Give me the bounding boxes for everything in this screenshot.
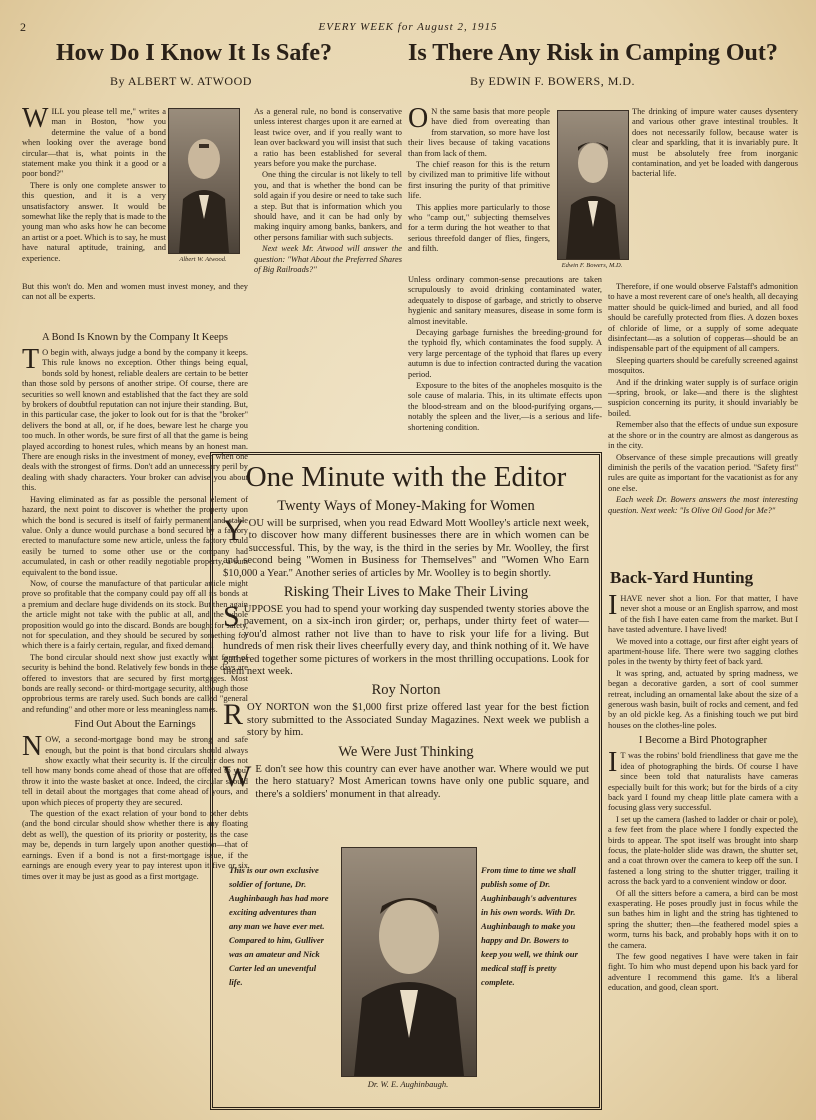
atwood-p3: But this won't do. Men and women must invest money, and they can not all be experts.: [22, 282, 248, 302]
atwood-caption: Albert W. Atwood.: [179, 256, 227, 263]
drop-cap: I: [608, 594, 618, 621]
atwood-byline: By ALBERT W. ATWOOD: [110, 74, 252, 88]
bowers-p11: Remember also that the effects of undue sun exposure at the shore or in the country are almost as dangerous as in the city.: [608, 420, 798, 451]
bowers-intro: [408, 107, 550, 275]
backyard-s-p3: Of all the sitters before a camera, a bird can be most exasperating. He poses proudly just in focus while the sun bathes him in light and the string has tightened to spring the shutter; then—the feathered model spies a worm, turns his back, and probably hops with it on to the camera.: [608, 888, 798, 950]
drop-cap: S: [223, 600, 240, 634]
atwood-s1-p4: The bond circular should next show just exactly what form of security is behind the bond. Relatively few bonds in these days are offered to investors that are secured by first mortgages. Most bonds are really second- or third-mortgage security, although those opprobrious terms are rarely used. Such bonds are called "general and refunding" and other more or less meaningless names.: [22, 652, 248, 714]
backyard-headline: Back-Yard Hunting: [610, 568, 754, 587]
atwood-p2: There is only one complete answer to this question, and it is a very unsatisfactory answer. It would be somewhat like the reply that is made to the young man who asks how he can become an artist or a poet. Which is to say, he must have natural aptitude, training, and experience.: [22, 180, 166, 263]
editor-heading-4: We Were Just Thinking: [338, 743, 474, 760]
backyard-s-p1: T was the robins' bold friendliness that gave me the idea of photographing the birds. Of course I have since been told that naturalists have cameras especially built for this work; but for the birds of a city back yard I found my cheap little plate camera with a focusing glass very successful.: [608, 751, 798, 813]
bowers-p8: Therefore, if one would observe Falstaff's admonition to have a most reverent care of one's health, all decaying matter should be quick-limed and buried, and all food should be carefully protected from flies. A dozen boxes of chloride of lime, or a supply of some adequate disinfectant—as a solution of copperas—should be an indispensable part of the equipment of all campers.: [608, 282, 798, 354]
editor-left-note: This is our own exclusive soldier of fortune, Dr. Aughinbaugh has had more exciting adventures than any man we have ever met. Compared to him, Gulliver was an amateur and Nick Carter led an uneventful life.: [229, 865, 329, 987]
bowers-p5: Decaying garbage furnishes the breeding-ground for the typhoid fly, which contaminates the food supply. A very large percentage of the typhoid that flares up every autumn is due to infection contracted during the vacation period.: [408, 328, 602, 379]
drop-cap: R: [223, 698, 244, 732]
bowers-p2: The chief reason for this is the return by civilized man to primitive life without first insuring the purity of that primitive life.: [408, 160, 550, 201]
atwood-s1-p1: O begin with, always judge a bond by the company it keeps. This rule knows no exception. Other things being equal, bonds sold by honest, reliable dealers are certain to be better than those sold by persons of another stripe. Of course, there are securities so well known and established that the fact they are sold by brokers of doubtful reputation can not injure their standing. But, in this particular case, the joker to look out for is that the "broker" delivers the bond at all, or, if he does, beware lest he charge you too much. In other words, be sure first of all that the game is being played according to honest rules, which means by an honest man. There are enough risks in the investment of money, even when one deals with the strongest of firms. Don't add an unnecessary peril by dealing with shady characters. Your broker can advise you about this.: [22, 348, 248, 493]
drop-cap: N: [22, 731, 43, 763]
atwood-intro-cont: [22, 282, 248, 330]
editor-heading-2: Risking Their Lives to Make Their Living: [283, 584, 529, 601]
atwood-s1-p3: Now, of course the manufacture of that particular article might prove so profitable that the company could pay off all its bonds at a premium and declare huge dividends on its stock. But then again the article might not take with the public at all, and the whole proposition would go into the discard. Bonds are bought for safety, not for speculation, and they should be secured by something for which there is a fairly certain, regular, and fixed demand.: [22, 578, 248, 651]
masthead: EVERY WEEK for August 2, 1915: [318, 21, 498, 33]
drop-cap: W: [223, 759, 252, 793]
editor-heading-1: Twenty Ways of Money-Making for Women: [277, 498, 535, 514]
bowers-byline: By EDWIN F. BOWERS, M.D.: [470, 74, 636, 88]
atwood-intro-text: ILL you please tell me," writes a man in Boston, "how you determine the value of a bond when looking over the average bond circular—that is, what points in the statement make you think it a good or a poor bond?": [22, 107, 166, 179]
bowers-p12: Observance of these simple precautions will greatly diminish the perils of the vacation period. "Safety first" rules are quite as important for the vacationist as for any one else.: [608, 452, 798, 493]
bowers-p4: Unless ordinary common-sense precautions are taken scrupulously to avoid drinking contaminated water, adequately to dispose of garbage, and strictly to observe hygienic and sanitary measures, disease in some form is almost inevitable.: [408, 275, 602, 326]
bowers-p7: The drinking of impure water causes dysentery and various other grave intestinal troubles. It does not necessarily follow, because water is clear and sparkling, that it is invariably pure. It must be absolutely free from inorganic contamination, and yet be loaded with dangerous bacterial life.: [632, 107, 798, 179]
atwood-subhead-1: A Bond Is Known by the Company It Keeps: [41, 332, 229, 343]
editor-box: [210, 452, 602, 1110]
bowers-column-2-top: [632, 107, 798, 283]
backyard-s-p2: I set up the camera (lashed to ladder or chair or pole), a few feet from the place where I fondly expected the birds to appear. The spot itself was brought into sharp focus, the plate-holder slide was drawn, the shutter set, and a coat thrown over the camera to keep off the sun. I fastened a long string to the shutter trigger, trailing it across the back yard to a convenient window or door.: [608, 814, 798, 887]
bowers-p10: And if the drinking water supply is of surface origin—spring, brook, or lake—and there is the slightest suspicion concerning its purity, it should invariably be boiled.: [608, 377, 798, 418]
atwood-s2-p4: One thing the circular is not likely to tell you, and that is whether the bond can be sold again if you desire or need to take such a step. But that is information which you should have, and it can be had only by making inquiry among banks, bankers, and other persons familiar with such subjects.: [254, 170, 402, 242]
editor-p3: OY NORTON won the $1,000 first prize offered last year for the best fiction story submitted to the Associated Sunday Magazines. Next week we publish a story by him.: [247, 702, 589, 739]
backyard-s-p4: The few good negatives I have were taken in fair fight. To him who must depend upon his back yard for adventure I recommend this game. It's a liberal education, and good, clean sport.: [608, 952, 798, 993]
atwood-s2-p3: As a general rule, no bond is conservative unless interest charges upon it are earned at least twice over, and if you really want to lean over backward you will insist that such a ratio has been established for several years before you make the purchase.: [254, 107, 402, 169]
editor-right-note: From time to time we shall publish some of Dr. Aughinbaugh's adventures in his own words. With Dr. Aughinbaugh to make you happy and Dr. Bowers to keep you well, we think our medical staff is pretty complete.: [481, 865, 578, 987]
atwood-intro: [22, 107, 166, 279]
drop-cap: W: [22, 107, 49, 134]
bowers-portrait: [557, 110, 629, 260]
bowers-column-1: [408, 275, 602, 445]
portrait-icon: [342, 848, 476, 1076]
editor-content: [223, 461, 589, 801]
editor-p1: OU will be surprised, when you read Edward Mott Woolley's article next week, to discover how many different businesses there are in which women can be successful. This, by the way, is the third in the series by Mr. Woolley, the first and second being "Women in Business for Themselves" and "Women Who Earn $10,000 a Year." Another series of articles by Mr. Woolley is to begin shortly.: [223, 518, 589, 579]
atwood-subhead-2: Find Out About the Earnings: [74, 719, 196, 731]
bowers-caption: Edwin F. Bowers, M.D.: [561, 262, 623, 269]
drop-cap: O: [408, 107, 429, 134]
bowers-p1: N the same basis that more people have died from overeating than from starvation, so more have lost their lives because of taking vacations than from lack of them.: [408, 107, 550, 158]
page-number: 2: [20, 20, 26, 34]
atwood-s2-p2-start: The question of the exact relation of your bond to other debts (and the bond circular should show whether there is any floating debt as well), the question of its priority or posterity, as the case may be, depends in turn largely upon another question—that of earnings. Even if a bond is not a first-mortgage issue, if the earnings are enough every year to pay interest upon it five or six times over it may be just as good as a first mortgage.: [22, 809, 248, 881]
atwood-s1-p2: Having eliminated as far as possible the personal element of hazard, the next point to discover is whether the property upon which the bond is secured is itself of fairly permanent and stable value. Only a dunce would purchase a bond secured by a factory erected to manufacture some new article, unless the factory could easily be turned to some other use or the company had accumulated, in cash or other readily negotiable property, a sum equivalent to the bond issue.: [22, 494, 248, 577]
bowers-next-week: Each week Dr. Bowers answers the most interesting question. Next week: "Is Olive Oil Good for Me?": [608, 495, 798, 515]
portrait-icon: [558, 111, 628, 259]
bowers-p9: Sleeping quarters should be carefully screened against mosquitos.: [608, 355, 798, 376]
editor-title: One Minute with the Editor: [245, 461, 567, 493]
drop-cap: I: [608, 747, 618, 779]
editor-p4: E don't see how this country can ever have another war. Where would we put the hero statuary? Most American towns have only one public square, and there's a soldiers' monument in that already.: [255, 763, 589, 800]
atwood-s2-p1: OW, a second-mortgage bond may be strong and safe enough, but the point is that bond circulars should always show exactly what their security is. If the circular does not tell how many bonds come ahead of those that are offered to you, throw it into the waste basket at once. Indeed, the circular should tell in detail about the mortgages that come ahead of yours, and upon which pieces of property they are secured.: [22, 735, 248, 807]
drop-cap: T: [22, 344, 40, 375]
bowers-column-2: [608, 282, 798, 554]
atwood-portrait: [168, 108, 240, 254]
backyard-column: [608, 594, 798, 1104]
backyard-p3: It was spring, and, actuated by spring madness, we began a decorative garden, a sort of cool summer retreat, including an ornamental lake about the size of a generous wash basin, built of rocks and cement, and fed by an old pickle keg. As a finishing touch we put bird houses on the clothes-line poles.: [608, 668, 798, 730]
editor-heading-3: Roy Norton: [371, 682, 441, 699]
aughinbaugh-portrait: [341, 847, 477, 1077]
atwood-headline: How Do I Know It Is Safe?: [56, 40, 333, 66]
aughinbaugh-caption: Dr. W. E. Aughinbaugh.: [367, 1079, 449, 1089]
backyard-subhead: I Become a Bird Photographer: [638, 735, 768, 747]
atwood-next-week: Next week Mr. Atwood will answer the question: "What About the Preferred Shares of Big Railroads?": [254, 244, 402, 275]
bowers-p6: Exposure to the bites of the anopheles mosquito is the sole cause of malaria. This, in its ultimate effects upon the blood-stream and on the blood-purifying organs,—notably the spleen and the liver,—is a serious and life-shortening condition.: [408, 381, 602, 432]
editor-p2: UPPOSE you had to spend your working day suspended twenty stories above the pavement, on a six-inch iron girder; or, perhaps, under thirty feet of water—you'd almost rather not live than to have to risk your life for a living. But hundreds of men risk their lives cheerfully every day, and think nothing of it. We have gathered together some pictures of workers in the most thrilling occupations. Look for them next week.: [223, 604, 589, 678]
backyard-p1: HAVE never shot a lion. For that matter, I have never shot a mouse or an English sparrow, and most of the fish I have eaten came from the market. But I have tasted adventure. I have lived!: [608, 594, 798, 635]
atwood-column-2: [254, 107, 402, 447]
portrait-icon: [169, 109, 239, 253]
drop-cap: Y: [223, 514, 245, 547]
bowers-headline: Is There Any Risk in Camping Out?: [408, 40, 778, 66]
backyard-p2: We moved into a cottage, our first after eight years of apartment-house life. There were two sagging clothes poles in the twenty by thirty feet of back yard.: [608, 636, 798, 667]
bowers-p3: This applies more particularly to those who "camp out," subjecting themselves for a term during the hot weather to that serious threefold danger of flies, fingers, and filth.: [408, 202, 550, 254]
